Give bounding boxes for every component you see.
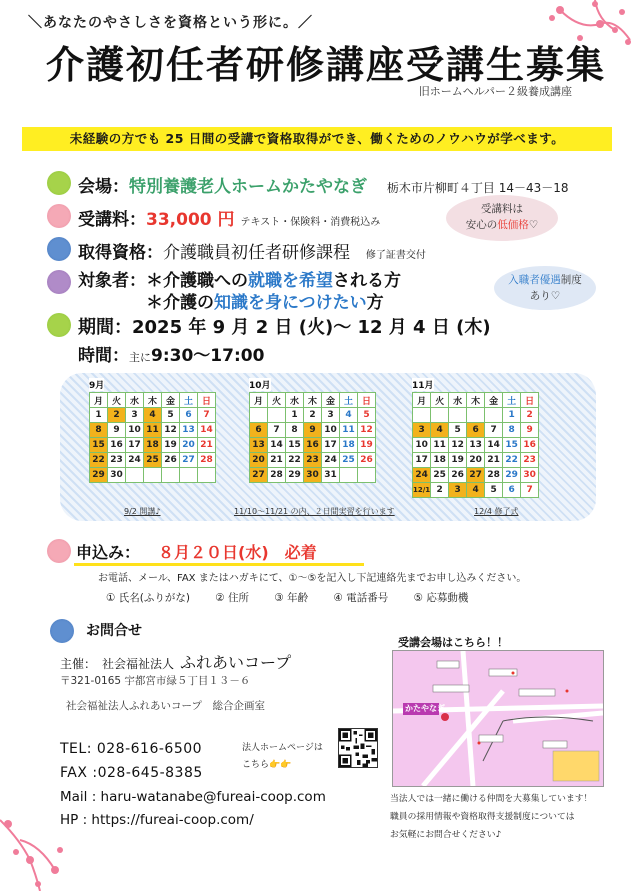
calendar-day: 11 — [340, 423, 358, 438]
calendar-weekday: 月 — [90, 393, 108, 408]
qualification-label: 取得資格： — [78, 243, 163, 263]
target-label: 対象者： — [78, 271, 146, 291]
calendar-empty-cell — [126, 468, 144, 483]
calendar-day: 1 — [503, 408, 521, 423]
calendar-day: 16 — [521, 438, 539, 453]
catch-copy: ＼あなたのやさしさを資格という形に。／ — [28, 15, 313, 31]
calendar-day: 18 — [431, 453, 449, 468]
calendar-weekday: 土 — [180, 393, 198, 408]
bubble-text: 受講料は — [481, 203, 523, 215]
calendar-day: 24 — [322, 453, 340, 468]
time-label: 時間： — [78, 346, 129, 366]
calendar-note-end: 12/4 修了式 — [474, 507, 519, 516]
calendar-day: 19 — [162, 438, 180, 453]
calendar-day: 6 — [467, 423, 485, 438]
apply-instructions: お電話、メール、FAX またはハガキにて、①～⑤を記入し下記連絡先までお申し込みください。 — [98, 573, 527, 584]
bubble-text: 制度 — [560, 274, 582, 286]
bubble-text: あり♡ — [529, 290, 561, 302]
bubble-text — [446, 217, 558, 233]
calendar-day: 5 — [485, 483, 503, 498]
calendar-day: 8 — [90, 423, 108, 438]
calendar-empty-cell — [467, 408, 485, 423]
calendar-day: 7 — [198, 408, 216, 423]
calendar-day: 27 — [250, 468, 268, 483]
recruit-text: 職員の採用情報や資格取得支援制度については — [390, 812, 575, 822]
calendar-day: 8 — [503, 423, 521, 438]
target-text: ＊介護の — [146, 293, 214, 313]
page-title: 介護初任者研修講座受講生募集 — [46, 43, 607, 87]
organizer-name: ふれあいコープ — [180, 653, 292, 672]
calendar-day: 6 — [503, 483, 521, 498]
calendar-day: 16 — [108, 438, 126, 453]
calendar-empty-cell — [162, 468, 180, 483]
calendar-day: 12 — [162, 423, 180, 438]
calendar-day: 4 — [431, 423, 449, 438]
calendar-weekday: 水 — [286, 393, 304, 408]
calendar-day: 17 — [322, 438, 340, 453]
corp-homepage-text: 法人ホームページは — [242, 743, 323, 753]
calendar-day: 24 — [413, 468, 431, 483]
deadline-row — [76, 540, 317, 563]
calendar-day: 26 — [358, 453, 376, 468]
calendar-day: 6 — [250, 423, 268, 438]
calendar-day: 25 — [340, 453, 358, 468]
calendar-day: 21 — [198, 438, 216, 453]
target-text: される方 — [333, 271, 401, 291]
calendar-day: 3 — [126, 408, 144, 423]
deadline-date: ８月２０日(水) 必着 — [158, 543, 317, 562]
calendar-day: 4 — [340, 408, 358, 423]
calendar-day: 29 — [503, 468, 521, 483]
calendar-weekday: 月 — [413, 393, 431, 408]
recruit-text: お気軽にお問合せください♪ — [390, 830, 502, 840]
calendar-empty-cell — [250, 408, 268, 423]
calendar-weekday: 木 — [304, 393, 322, 408]
bullet-dot-icon — [50, 619, 74, 643]
calendar-day: 7 — [521, 483, 539, 498]
calendar-day: 10 — [413, 438, 431, 453]
calendar-empty-cell — [144, 468, 162, 483]
calendar-day: 3 — [449, 483, 467, 498]
calendar-empty-cell — [340, 468, 358, 483]
bubble-text — [494, 272, 596, 288]
calendar-day: 5 — [162, 408, 180, 423]
corp-homepage-text: こちら👉👉 — [242, 760, 292, 770]
organizer-prefix: 主催： 社会福祉法人 — [60, 657, 175, 671]
calendar-day: 3 — [322, 408, 340, 423]
calendar-empty-cell — [449, 408, 467, 423]
calendar-empty-cell — [431, 408, 449, 423]
fee-label: 受講料： — [78, 210, 146, 230]
calendar-weekday: 金 — [162, 393, 180, 408]
old-course-name: 旧ホームヘルパー２級養成講座 — [418, 85, 572, 98]
department: 社会福祉法人ふれあいコープ 総合企画室 — [66, 700, 265, 712]
calendar-weekday: 土 — [503, 393, 521, 408]
calendar-day: 19 — [358, 438, 376, 453]
organizer — [60, 650, 291, 673]
fee-note: テキスト・保険料・消費税込み — [240, 217, 381, 228]
calendar-day: 21 — [485, 453, 503, 468]
calendar-day: 5 — [358, 408, 376, 423]
calendar-day: 13 — [467, 438, 485, 453]
time-prefix: 主に — [129, 351, 151, 364]
calendar-day: 2 — [521, 408, 539, 423]
calendar-day: 8 — [286, 423, 304, 438]
access-map[interactable] — [392, 650, 604, 787]
calendar-day: 2 — [108, 408, 126, 423]
calendar-weekday: 日 — [521, 393, 539, 408]
bullet-dot-icon — [47, 171, 71, 195]
calendar-day: 20 — [467, 453, 485, 468]
calendar-day: 30 — [304, 468, 322, 483]
bullet-dot-icon — [47, 313, 71, 337]
calendar-day: 29 — [90, 468, 108, 483]
calendar-weekday: 月 — [250, 393, 268, 408]
bubble-text: 安心の — [465, 219, 498, 231]
calendar-month — [249, 392, 376, 483]
intro-banner: 未経験の方でも 25 日間の受講で資格取得ができ、働くためのノウハウが学べます。 — [22, 127, 612, 151]
calendar-day: 18 — [340, 438, 358, 453]
calendar-day: 22 — [503, 453, 521, 468]
apply-item: ⑤ 応募動機 — [413, 592, 469, 604]
venue-address: 栃木市片柳町４丁目 14－43－18 — [386, 181, 569, 195]
calendar-day: 9 — [108, 423, 126, 438]
calendar-day: 25 — [144, 453, 162, 468]
calendar-day: 4 — [467, 483, 485, 498]
period-value: 2025 年 9 月 2 日 (火)～ 12 月 4 日 (木) — [132, 317, 491, 338]
calendar-day: 13 — [180, 423, 198, 438]
calendar-day: 12 — [449, 438, 467, 453]
bubble-highlight: 入職者優遇 — [508, 274, 561, 286]
calendar-day: 20 — [250, 453, 268, 468]
calendar-empty-cell — [198, 468, 216, 483]
calendar-weekday: 金 — [322, 393, 340, 408]
homepage-link[interactable]: HP : https://fureai-coop.com/ — [60, 812, 254, 828]
calendar-day: 14 — [485, 438, 503, 453]
calendar-day: 22 — [286, 453, 304, 468]
calendar-day: 17 — [126, 438, 144, 453]
calendar-day: 23 — [108, 453, 126, 468]
calendar-day: 10 — [126, 423, 144, 438]
qr-code-icon[interactable] — [338, 728, 378, 768]
priority-bubble — [494, 266, 596, 310]
deadline-label: 申込み： — [76, 543, 141, 562]
bullet-dot-icon — [47, 204, 71, 228]
calendar-day: 18 — [144, 438, 162, 453]
calendar-day: 20 — [180, 438, 198, 453]
calendar-day: 19 — [449, 453, 467, 468]
calendar-empty-cell — [413, 408, 431, 423]
calendar-empty-cell — [485, 408, 503, 423]
calendar-day: 11 — [144, 423, 162, 438]
calendar-day: 25 — [431, 468, 449, 483]
apply-item: ① 氏名(ふりがな) — [106, 592, 190, 604]
calendar-day: 26 — [449, 468, 467, 483]
deadline-underline — [74, 563, 364, 566]
calendar-note-start: 9/2 開講♪ — [124, 507, 161, 516]
calendar-day: 2 — [304, 408, 322, 423]
recruit-text: 当法人では一緒に働ける仲間を大募集しています！ — [390, 794, 593, 804]
calendar-day: 4 — [144, 408, 162, 423]
venue-name: 特別養護老人ホームかたやなぎ — [129, 177, 367, 197]
qualification-row — [78, 238, 426, 263]
apply-item: ③ 年齢 — [274, 592, 309, 604]
calendar-month — [412, 392, 539, 498]
target-highlight: 知識を身につけたい — [214, 293, 367, 313]
map-title: 受講会場はこちら！！ — [398, 636, 508, 649]
calendar-day: 1 — [90, 408, 108, 423]
target-text: ＊介護職への — [146, 271, 248, 291]
bullet-dot-icon — [47, 539, 71, 563]
calendar-day: 23 — [521, 453, 539, 468]
calendar-weekday: 火 — [431, 393, 449, 408]
calendar-day: 3 — [413, 423, 431, 438]
calendar-day: 21 — [268, 453, 286, 468]
calendar-day: 23 — [304, 453, 322, 468]
calendar-day: 27 — [467, 468, 485, 483]
calendar-day: 28 — [198, 453, 216, 468]
calendar-weekday: 火 — [108, 393, 126, 408]
calendar-day: 5 — [449, 423, 467, 438]
calendar-day: 26 — [162, 453, 180, 468]
calendar-day: 12 — [358, 423, 376, 438]
bullet-dot-icon — [47, 237, 71, 261]
fax-number: FAX :028-645-8385 — [60, 765, 203, 781]
phone-number[interactable]: TEL: 028-616-6500 — [60, 741, 203, 757]
qualification-value: 介護職員初任者研修課程 — [163, 243, 350, 263]
calendar-day: 17 — [413, 453, 431, 468]
calendar-day: 9 — [521, 423, 539, 438]
bubble-highlight: 低価格 — [497, 219, 529, 231]
calendar-day: 29 — [286, 468, 304, 483]
calendar-month — [89, 392, 216, 483]
postal-address: 〒321-0165 宇都宮市緑５丁目１３－６ — [60, 675, 251, 687]
period-label: 期間： — [78, 317, 132, 338]
apply-items — [106, 590, 490, 605]
venue-label: 会場： — [78, 177, 129, 197]
map-venue-label: かたやなぎ — [405, 704, 445, 713]
calendar-day: 12/1 — [413, 483, 431, 498]
bullet-dot-icon — [47, 270, 71, 294]
calendar-day: 28 — [268, 468, 286, 483]
calendar-day: 15 — [503, 438, 521, 453]
fee-row — [78, 205, 380, 230]
calendar-day: 6 — [180, 408, 198, 423]
calendar-day: 24 — [126, 453, 144, 468]
apply-item: ④ 電話番号 — [333, 592, 389, 604]
calendar-day: 22 — [90, 453, 108, 468]
calendar-day: 15 — [286, 438, 304, 453]
calendar-weekday: 金 — [485, 393, 503, 408]
calendar-month-title: 9月 — [89, 378, 104, 391]
calendar-empty-cell — [180, 468, 198, 483]
map-drawing — [393, 651, 603, 786]
calendar-day: 14 — [268, 438, 286, 453]
calendar-month-title: 10月 — [249, 378, 271, 391]
recruit-note — [390, 790, 592, 844]
calendar-empty-cell — [268, 408, 286, 423]
calendar-day: 1 — [286, 408, 304, 423]
calendar-day: 28 — [485, 468, 503, 483]
calendar-day: 10 — [322, 423, 340, 438]
calendar-day: 30 — [108, 468, 126, 483]
calendar-day: 11 — [431, 438, 449, 453]
corp-homepage-note — [242, 740, 323, 774]
venue-row — [78, 172, 569, 197]
calendar-day: 27 — [180, 453, 198, 468]
calendar-day: 30 — [521, 468, 539, 483]
calendar-day: 15 — [90, 438, 108, 453]
calendar-day: 13 — [250, 438, 268, 453]
calendar-empty-cell — [358, 468, 376, 483]
fee-value: 33,000 円 — [146, 210, 235, 230]
time-row — [78, 341, 264, 366]
calendar-day: 7 — [268, 423, 286, 438]
calendar-day: 31 — [322, 468, 340, 483]
calendar-weekday: 木 — [144, 393, 162, 408]
calendar-note-practice: 11/10～11/21 の内、２日間実習を行います — [234, 507, 395, 516]
apply-item: ② 住所 — [215, 592, 250, 604]
bubble-text: ♡ — [528, 219, 539, 231]
target-highlight: 就職を希望 — [248, 271, 333, 291]
calendar-weekday: 水 — [449, 393, 467, 408]
target-row — [78, 270, 401, 314]
calendar-day: 7 — [485, 423, 503, 438]
calendar-day: 2 — [431, 483, 449, 498]
calendar-weekday: 日 — [358, 393, 376, 408]
calendar-day: 14 — [198, 423, 216, 438]
low-price-bubble — [446, 195, 558, 241]
calendar-month-title: 11月 — [412, 378, 434, 391]
contact-title: お問合せ — [86, 623, 142, 639]
calendar-weekday: 木 — [467, 393, 485, 408]
calendar-weekday: 火 — [268, 393, 286, 408]
target-text: 方 — [366, 293, 384, 313]
period-row — [78, 313, 491, 339]
calendar-weekday: 水 — [126, 393, 144, 408]
calendar-weekday: 日 — [198, 393, 216, 408]
email-address[interactable]: Mail : haru-watanabe@fureai-coop.com — [60, 789, 326, 805]
calendar-day: 9 — [304, 423, 322, 438]
time-value: 9:30～17:00 — [151, 346, 265, 366]
calendar-weekday: 土 — [340, 393, 358, 408]
calendar-day: 16 — [304, 438, 322, 453]
qualification-note: 修了証書交付 — [365, 250, 426, 261]
